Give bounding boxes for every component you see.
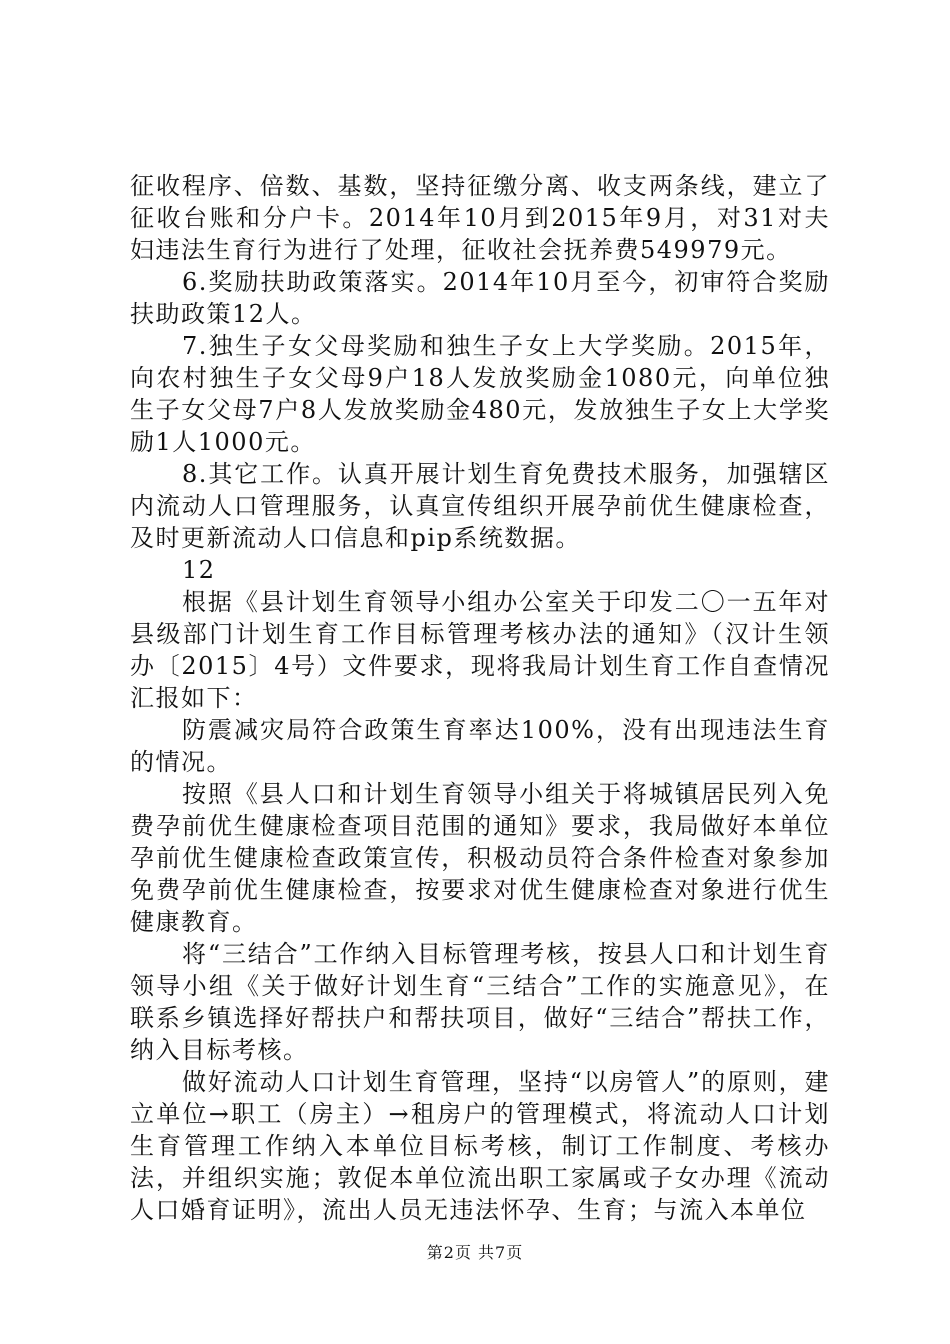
paragraph-number-marker: 12	[182, 556, 216, 584]
paragraph-birth-rate: 防震减灾局符合政策生育率达100%，没有出现违法生育的情况。	[130, 716, 830, 776]
paragraph-three-combination: 将“三结合”工作纳入目标管理考核，按县人口和计划生育领导小组《关于做好计划生育“三结合”工作的实施意见》，在联系乡镇选择好帮扶户和帮扶项目，做好“三结合”帮扶工作，纳入目标考核。	[130, 940, 830, 1064]
page-footer: 第2页 共7页	[426, 1243, 524, 1262]
paragraph-continuation: 征收程序、倍数、基数，坚持征缴分离、收支两条线，建立了征收台账和分户卡。2014年10月到2015年9月，对31对夫妇违法生育行为进行了处理，征收社会抚养费549979元。	[130, 172, 830, 264]
paragraph-intro: 根据《县计划生育领导小组办公室关于印发二〇一五年对县级部门计划生育工作目标管理考核办法的通知》（汉计生领办〔2015〕4号）文件要求，现将我局计划生育工作自查情况汇报如下：	[130, 588, 830, 712]
paragraph-item-7: 7.独生子女父母奖励和独生子女上大学奖励。2015年，向农村独生子女父母9户18人发放奖励金1080元，向单位独生子女父母7户8人发放奖励金480元，发放独生子女上大学奖励1人1000元。	[130, 332, 830, 456]
paragraph-floating-population: 做好流动人口计划生育管理，坚持“以房管人”的原则，建立单位→职工（房主）→租房户的管理模式，将流动人口计划生育管理工作纳入本单位目标考核，制订工作制度、考核办法，并组织实施；敦促本单位流出职工家属或子女办理《流动人口婚育证明》，流出人员无违法怀孕、生育；与流入本单位	[130, 1068, 830, 1224]
paragraph-item-8: 8.其它工作。认真开展计划生育免费技术服务，加强辖区内流动人口管理服务，认真宣传组织开展孕前优生健康检查，及时更新流动人口信息和pip系统数据。	[130, 460, 830, 552]
paragraph-item-6: 6.奖励扶助政策落实。2014年10月至今，初审符合奖励扶助政策12人。	[130, 268, 830, 328]
document-body	[130, 170, 830, 1226]
paragraph-health-check: 按照《县人口和计划生育领导小组关于将城镇居民列入免费孕前优生健康检查项目范围的通知》要求，我局做好本单位孕前优生健康检查政策宣传，积极动员符合条件检查对象参加免费孕前优生健康检查，按要求对优生健康检查对象进行优生健康教育。	[130, 780, 830, 936]
